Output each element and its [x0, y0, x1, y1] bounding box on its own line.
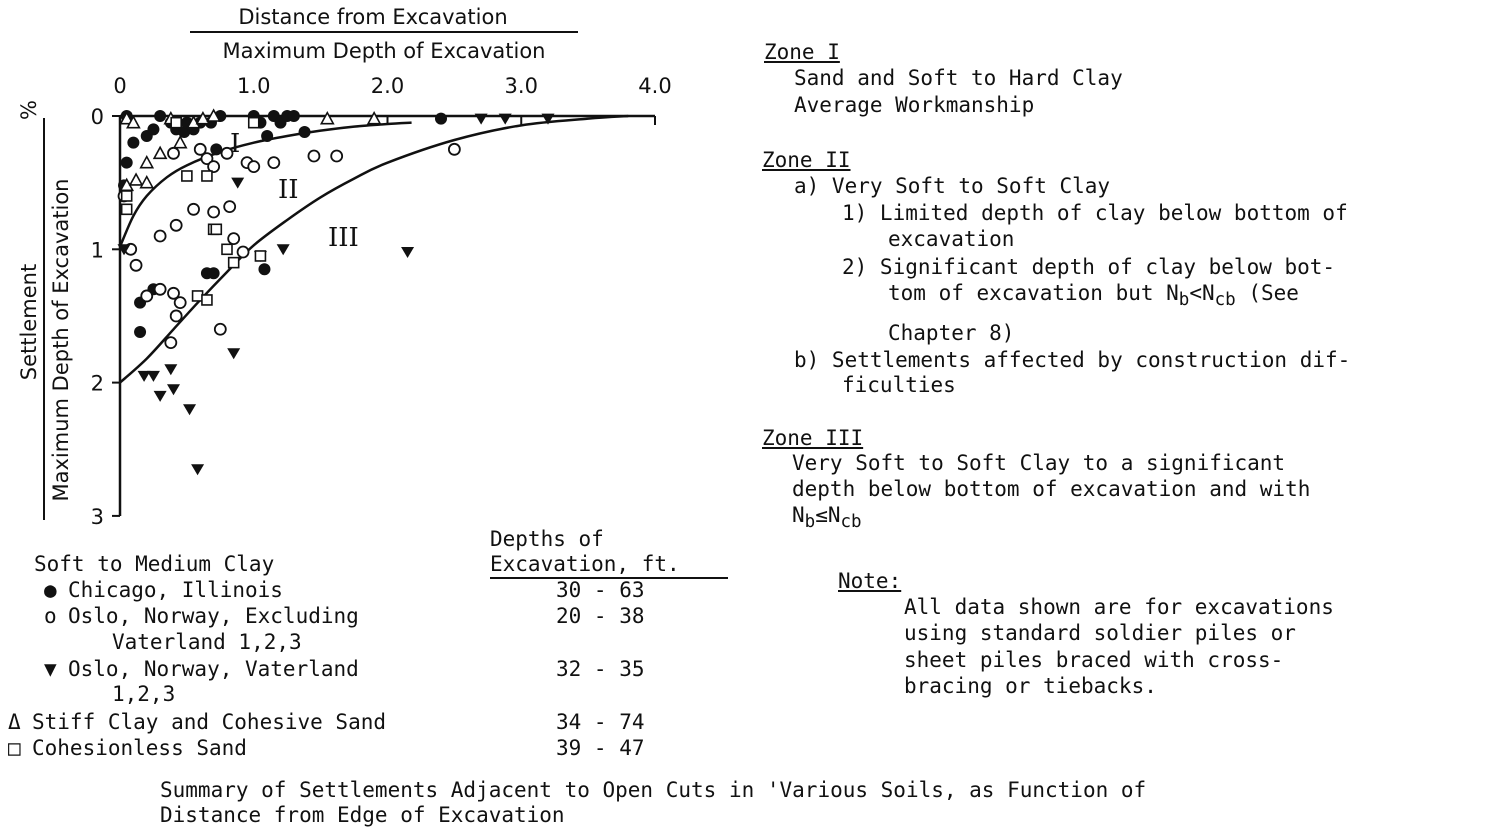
- point-open-triangle-up: [141, 177, 153, 188]
- point-open-triangle-up: [130, 174, 142, 185]
- legend-row-oslo-vaterland-label: Oslo, Norway, Vaterland: [68, 657, 359, 681]
- legend-row-chicago-depths: 30 - 63: [556, 578, 645, 602]
- legend-group-title: Soft to Medium Clay: [34, 552, 275, 576]
- zone2-a1-line-1: 1) Limited depth of clay below bottom of: [842, 201, 1348, 225]
- note-title: Note:: [838, 569, 902, 593]
- point-filled-circle: [299, 126, 311, 138]
- point-open-square: [211, 224, 221, 234]
- y-axis-title-unit: %: [17, 100, 41, 120]
- x-tick-label: 4.0: [638, 74, 672, 98]
- point-open-square: [229, 258, 239, 268]
- point-filled-triangle-down: [499, 114, 512, 125]
- zone3-line-3: [792, 502, 862, 535]
- point-filled-triangle-down: [167, 384, 180, 395]
- point-open-circle: [449, 144, 460, 155]
- point-open-triangle-up: [154, 147, 166, 158]
- point-open-square: [249, 118, 259, 128]
- point-open-circle: [141, 290, 152, 301]
- zone-label-2: II: [278, 175, 299, 205]
- y-tick-label: 0: [90, 105, 104, 129]
- point-open-circle: [215, 324, 226, 335]
- zone3-sub-cb: cb: [840, 512, 862, 533]
- legend-row-cohesionless-sand-label: Cohesionless Sand: [32, 736, 247, 760]
- zone1-line-1: Sand and Soft to Hard Clay: [794, 66, 1123, 90]
- y-axis-title-bottom: Maximum Depth of Excavation: [49, 178, 73, 502]
- legend-row-cohesionless-sand: [8, 735, 247, 761]
- point-filled-circle: [288, 110, 300, 122]
- zone2-title: Zone II: [762, 148, 851, 172]
- y-ticks: [91, 105, 120, 529]
- legend-row-cohesionless-sand-depths: 39 - 47: [556, 736, 645, 760]
- point-open-square: [202, 295, 212, 305]
- point-filled-circle: [134, 326, 146, 338]
- open-square-icon: □: [8, 736, 21, 760]
- point-open-circle: [238, 246, 249, 257]
- point-open-circle: [155, 284, 166, 295]
- point-open-circle: [168, 148, 179, 159]
- legend-row-stiff-clay-depths: 34 - 74: [556, 710, 645, 734]
- zone1-line-2: Average Workmanship: [794, 93, 1035, 117]
- point-filled-triangle-down: [164, 364, 177, 375]
- point-filled-circle: [154, 110, 166, 122]
- point-open-square: [222, 244, 232, 254]
- y-axis-title-top: Settlement: [17, 263, 41, 381]
- point-filled-triangle-down: [277, 244, 290, 255]
- point-filled-circle: [121, 157, 133, 169]
- filled-circle-icon: ●: [44, 578, 57, 602]
- x-ticks: [113, 74, 671, 125]
- zone3-le: ≤N: [815, 503, 841, 527]
- point-open-triangle-up: [368, 113, 380, 124]
- zone2-b-line-1: b) Settlements affected by construction dif-: [794, 348, 1351, 372]
- open-circle-icon: o: [44, 604, 57, 628]
- point-filled-circle: [435, 113, 447, 125]
- legend-row-stiff-clay: [8, 709, 386, 735]
- point-filled-circle: [210, 143, 222, 155]
- zone-boundaries: [120, 116, 628, 383]
- point-filled-triangle-down: [147, 371, 160, 382]
- zone2-a2-see: (See: [1235, 281, 1299, 305]
- open-triangle-up-icon: Δ: [8, 710, 21, 734]
- figure-caption-line-1: Summary of Settlements Adjacent to Open Cuts in 'Various Soils, as Function of: [160, 778, 1147, 802]
- point-open-triangle-up: [141, 157, 153, 168]
- point-filled-circle: [208, 267, 220, 279]
- legend-row-oslo-vaterland-depths: 32 - 35: [556, 657, 645, 681]
- zone-label-1: I: [230, 129, 241, 159]
- filled-triangle-down-icon: ▼: [44, 657, 57, 681]
- legend-row-oslo-vaterland: [44, 656, 359, 682]
- point-open-square: [122, 204, 132, 214]
- point-filled-triangle-down: [183, 404, 196, 415]
- point-open-square: [122, 191, 132, 201]
- point-open-square: [182, 171, 192, 181]
- point-open-circle: [248, 161, 259, 172]
- legend-row-stiff-clay-label: Stiff Clay and Cohesive Sand: [32, 710, 387, 734]
- point-open-triangle-up: [174, 137, 186, 148]
- zone2-a2-lt: <N: [1189, 281, 1215, 305]
- point-filled-circle: [127, 137, 139, 149]
- legend-row-oslo-excl-label-2: Vaterland 1,2,3: [112, 630, 302, 654]
- y-tick-label: 1: [90, 238, 104, 263]
- zone3-title: Zone III: [762, 426, 864, 450]
- zone3-line-2: depth below bottom of excavation and with: [792, 477, 1311, 501]
- point-filled-triangle-down: [191, 464, 204, 475]
- point-filled-circle: [261, 130, 273, 142]
- legend-row-oslo-excl-depths: 20 - 38: [556, 604, 645, 628]
- x-tick-label: 2.0: [370, 74, 405, 98]
- x-axis-title-top: Distance from Excavation: [238, 5, 508, 29]
- y-tick-label: 3: [90, 504, 104, 529]
- point-open-circle: [268, 157, 279, 168]
- point-open-square: [255, 251, 265, 261]
- y-tick-label: 2: [90, 371, 104, 396]
- legend-row-oslo-excl-label: Oslo, Norway, Excluding: [68, 604, 359, 628]
- zone-boundary-2: [120, 116, 628, 383]
- point-filled-triangle-down: [475, 114, 488, 125]
- zone2-a1-line-2: excavation: [888, 227, 1015, 251]
- legend-row-oslo-excl: [44, 603, 359, 629]
- point-filled-triangle-down: [154, 391, 167, 402]
- legend-row-oslo-vaterland-label-2: 1,2,3: [112, 682, 176, 706]
- y-axis-title: [17, 100, 41, 380]
- zone2-a2-line-1: 2) Significant depth of clay below bot-: [842, 255, 1336, 279]
- zone1-title: Zone I: [764, 40, 840, 64]
- zone3-n: N: [792, 503, 805, 527]
- point-open-circle: [155, 230, 166, 241]
- point-open-square: [171, 118, 181, 128]
- zone2-a: a) Very Soft to Soft Clay: [794, 174, 1111, 198]
- zone2-a2-line-3: Chapter 8): [888, 321, 1015, 345]
- point-open-circle: [308, 150, 319, 161]
- point-open-circle: [171, 220, 182, 231]
- point-filled-triangle-down: [227, 348, 240, 359]
- point-filled-circle: [147, 123, 159, 135]
- legend-depth-header-1: Depths of: [490, 527, 604, 551]
- point-open-circle: [208, 206, 219, 217]
- y-axis-title-lower: [49, 179, 73, 502]
- x-axis-title-bottom: Maximum Depth of Excavation: [222, 39, 546, 63]
- point-open-circle: [171, 310, 182, 321]
- point-open-circle: [175, 297, 186, 308]
- point-filled-triangle-down: [401, 247, 414, 258]
- point-open-circle: [224, 201, 235, 212]
- legend-depth-header-2: Excavation, ft.: [490, 552, 680, 576]
- zone2-a2-sub-b: b: [1178, 290, 1190, 311]
- zone-label-3: III: [328, 223, 359, 253]
- zone2-a2-sub-cb: cb: [1214, 290, 1236, 311]
- point-open-square: [193, 291, 203, 301]
- point-open-circle: [165, 337, 176, 348]
- zone3-sub-b: b: [804, 512, 816, 533]
- point-open-square: [202, 171, 212, 181]
- x-tick-label: 1.0: [237, 74, 271, 98]
- zone2-a2-line-2: [888, 280, 1299, 313]
- point-open-circle: [131, 260, 142, 271]
- note-line-2: using standard soldier piles or: [904, 621, 1296, 645]
- legend-row-chicago-label: Chicago, Illinois: [68, 578, 283, 602]
- legend-row-chicago: [44, 577, 283, 603]
- data-points: [118, 110, 555, 475]
- point-open-triangle-up: [321, 113, 333, 124]
- point-open-circle: [331, 150, 342, 161]
- zone2-b-line-2: ficulties: [842, 373, 956, 397]
- zone2-a2-line-2-text: tom of excavation but N: [888, 281, 1179, 305]
- point-open-circle: [228, 233, 239, 244]
- point-filled-triangle-down: [231, 178, 244, 189]
- note-line-4: bracing or tiebacks.: [904, 674, 1157, 698]
- zone3-line-1: Very Soft to Soft Clay to a significant: [792, 451, 1286, 475]
- point-open-circle: [188, 204, 199, 215]
- x-tick-label: 0: [113, 74, 127, 98]
- figure-caption-line-2: Distance from Edge of Excavation: [160, 803, 565, 827]
- x-tick-label: 3.0: [504, 74, 538, 98]
- note-line-3: sheet piles braced with cross-: [904, 648, 1284, 672]
- point-filled-circle: [258, 263, 270, 275]
- note-line-1: All data shown are for excavations: [904, 595, 1334, 619]
